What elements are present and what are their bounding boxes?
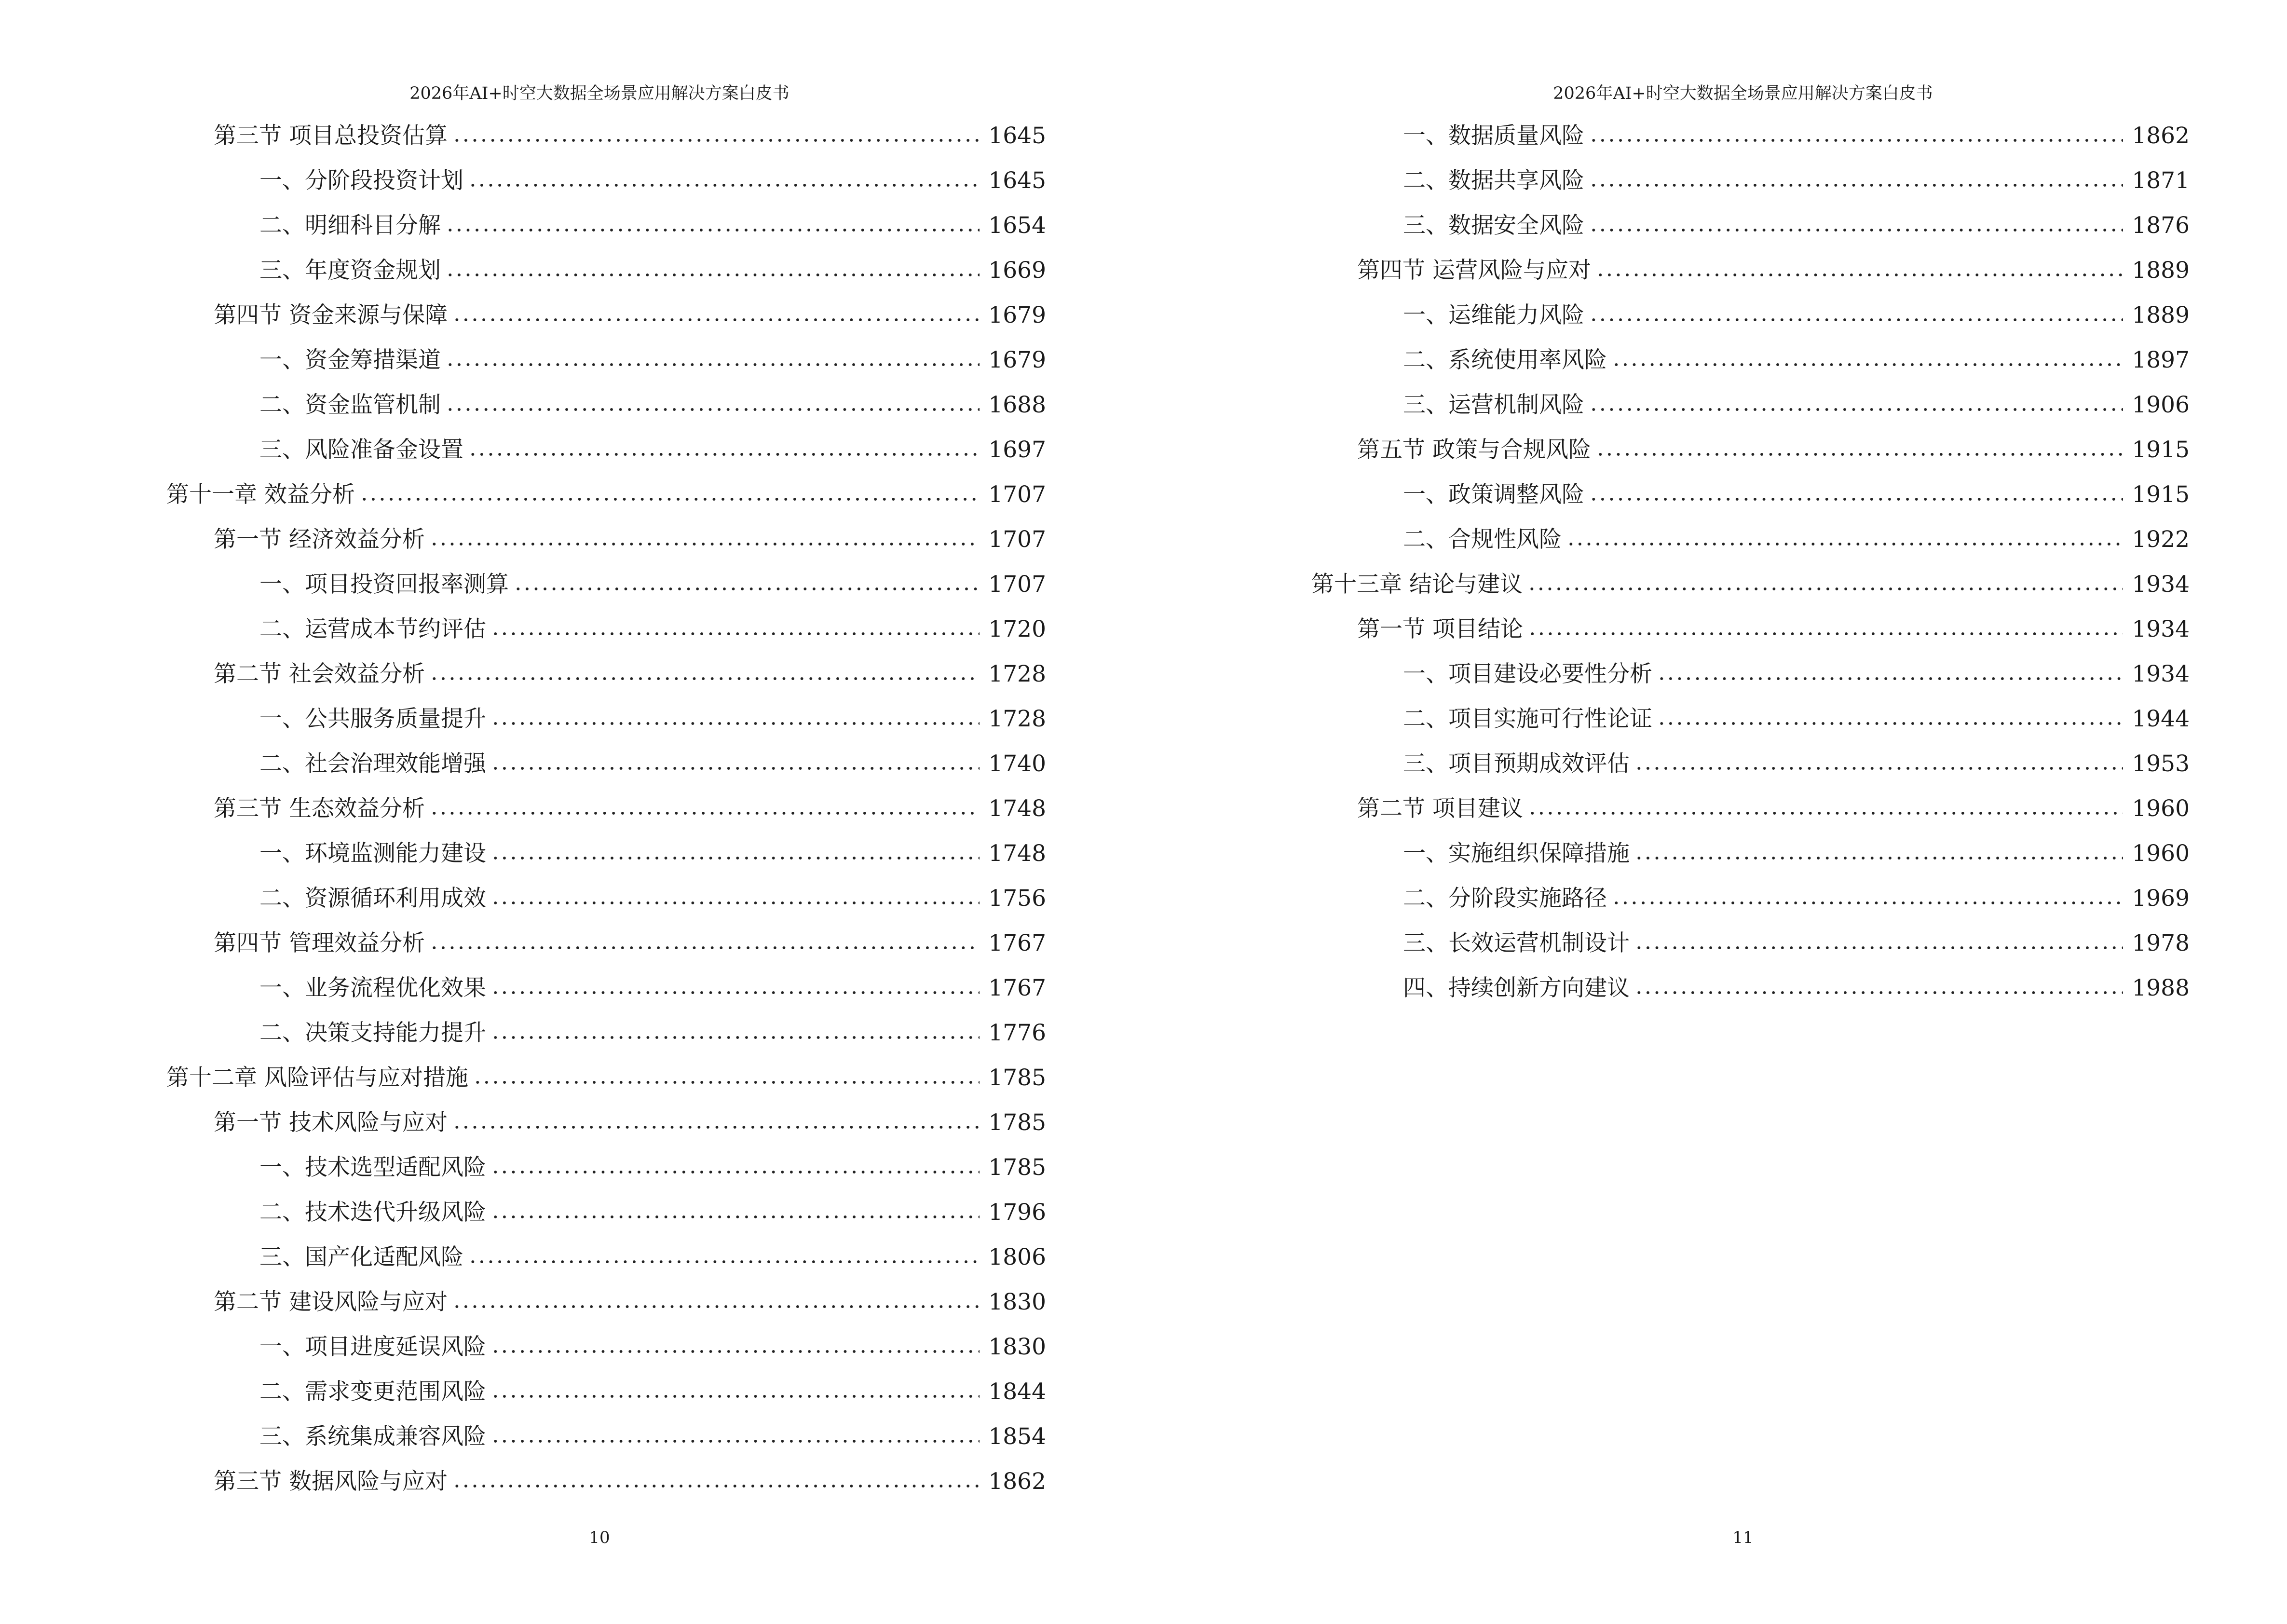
dot-leader: [1596, 450, 2123, 459]
toc-section-entry[interactable]: [214, 1459, 1046, 1504]
dot-leader: [452, 1302, 980, 1311]
toc-entry-title: 一、实施组织保障措施: [1403, 840, 1630, 867]
toc-chapter-entry[interactable]: [1311, 562, 2190, 607]
toc-item-entry[interactable]: [1403, 203, 2190, 248]
toc-entry-title: 一、资金筹措渠道: [259, 347, 441, 373]
toc-item-entry[interactable]: [259, 876, 1046, 921]
toc-entry-page: 1934: [2132, 661, 2190, 687]
toc-entry-title: 二、决策支持能力提升: [259, 1020, 486, 1046]
toc-entry-page: 1978: [2132, 930, 2190, 956]
toc-item-entry[interactable]: [1403, 831, 2190, 876]
toc-entry-page: 1862: [988, 1468, 1046, 1495]
toc-entry-page: 1871: [2132, 167, 2190, 194]
dot-leader: [1589, 180, 2123, 190]
toc-entry-page: 1688: [988, 392, 1046, 418]
toc-entry-title: 一、项目投资回报率测算: [259, 571, 509, 598]
toc-item-entry[interactable]: [1403, 966, 2190, 1010]
toc-item-entry[interactable]: [1403, 382, 2190, 427]
dot-leader: [491, 988, 980, 997]
toc-item-entry[interactable]: [1403, 517, 2190, 562]
toc-entry-title: 第四节 运营风险与应对: [1357, 257, 1591, 284]
toc-entry-title: 三、国产化适配风险: [259, 1244, 463, 1270]
toc-entry-page: 1707: [988, 571, 1046, 598]
toc-entry-page: 1720: [988, 616, 1046, 642]
dot-leader: [1528, 808, 2123, 818]
dot-leader: [1634, 853, 2123, 863]
toc-section-entry[interactable]: [214, 293, 1046, 338]
toc-entry-title: 第四节 资金来源与保障: [214, 302, 448, 328]
toc-item-entry[interactable]: [259, 158, 1046, 203]
toc-entry-page: 1796: [988, 1199, 1046, 1226]
dot-leader: [468, 180, 980, 190]
dot-leader: [491, 1436, 980, 1446]
toc-item-entry[interactable]: [1403, 293, 2190, 338]
toc-item-entry[interactable]: [1403, 741, 2190, 786]
toc-entry-page: 1785: [988, 1109, 1046, 1136]
dot-leader: [452, 1481, 980, 1491]
toc-entry-page: 1679: [988, 302, 1046, 328]
dot-leader: [491, 629, 980, 639]
toc-entry-page: 1707: [988, 526, 1046, 553]
dot-leader: [430, 674, 980, 683]
toc-entry-title: 第一节 技术风险与应对: [214, 1109, 448, 1136]
dot-leader: [446, 270, 980, 280]
toc-entry-title: 一、项目进度延误风险: [259, 1334, 486, 1360]
dot-leader: [468, 1257, 980, 1267]
toc-page-right: [1144, 0, 2287, 1624]
toc-entry-title: 第十三章 结论与建议: [1311, 571, 1523, 598]
toc-entry-page: 1889: [2132, 302, 2190, 328]
toc-entry-title: 第二节 社会效益分析: [214, 661, 425, 687]
toc-entry-title: 二、合规性风险: [1403, 526, 1562, 553]
toc-entry-title: 一、业务流程优化效果: [259, 975, 486, 1001]
toc-section-entry[interactable]: [214, 113, 1046, 158]
toc-entry-page: 1969: [2132, 885, 2190, 912]
dot-leader: [430, 539, 980, 549]
page-number: 10: [589, 1528, 610, 1547]
toc-item-entry[interactable]: [259, 741, 1046, 786]
toc-entry-page: 1854: [988, 1423, 1046, 1450]
toc-entry-title: 四、持续创新方向建议: [1403, 975, 1630, 1001]
toc-entry-page: 1707: [988, 481, 1046, 508]
dot-leader: [1589, 225, 2123, 235]
dot-leader: [491, 1167, 980, 1177]
toc-entry-page: 1669: [988, 257, 1046, 284]
toc-entry-title: 二、需求变更范围风险: [259, 1378, 486, 1405]
toc-entry-title: 一、数据质量风险: [1403, 123, 1584, 149]
dot-leader: [430, 808, 980, 818]
toc-item-entry[interactable]: [259, 696, 1046, 741]
dot-leader: [491, 853, 980, 863]
toc-entry-page: 1645: [988, 123, 1046, 149]
toc-entry-title: 二、项目实施可行性论证: [1403, 706, 1652, 732]
dot-leader: [446, 225, 980, 235]
dot-leader: [1589, 494, 2123, 504]
dot-leader: [1634, 943, 2123, 953]
toc-entry-title: 三、数据安全风险: [1403, 212, 1584, 239]
toc-section-entry[interactable]: [1357, 786, 2190, 831]
toc-entry-title: 三、系统集成兼容风险: [259, 1423, 486, 1450]
toc-item-entry[interactable]: [259, 248, 1046, 293]
running-header: 2026年AI+时空大数据全场景应用解决方案白皮书: [1553, 84, 1933, 103]
toc-section-entry[interactable]: [1357, 607, 2190, 652]
toc-entry-page: 1934: [2132, 571, 2190, 598]
toc-entry-page: 1830: [988, 1289, 1046, 1315]
toc-item-entry[interactable]: [1403, 472, 2190, 517]
toc-entry-page: 1785: [988, 1064, 1046, 1091]
toc-entry-page: 1889: [2132, 257, 2190, 284]
toc-entry-page: 1756: [988, 885, 1046, 912]
dot-leader: [1596, 270, 2123, 280]
dot-leader: [491, 719, 980, 728]
toc-entry-title: 第三节 数据风险与应对: [214, 1468, 448, 1495]
toc-entry-title: 二、数据共享风险: [1403, 167, 1584, 194]
toc-entry-page: 1767: [988, 930, 1046, 956]
toc-item-entry[interactable]: [259, 427, 1046, 472]
toc-item-entry[interactable]: [259, 831, 1046, 876]
toc-entry-title: 第十二章 风险评估与应对措施: [166, 1064, 468, 1091]
toc-entry-page: 1922: [2132, 526, 2190, 553]
dot-leader: [491, 1033, 980, 1042]
toc-entry-page: 1915: [2132, 437, 2190, 463]
toc-item-entry[interactable]: [259, 1414, 1046, 1459]
toc-item-entry[interactable]: [259, 203, 1046, 248]
dot-leader: [1657, 719, 2123, 728]
dot-leader: [491, 1347, 980, 1356]
toc-item-entry[interactable]: [1403, 876, 2190, 921]
toc-entry-page: 1934: [2132, 616, 2190, 642]
toc-entry-title: 第一节 项目结论: [1357, 616, 1523, 642]
dot-leader: [446, 360, 980, 369]
toc-entry-page: 1915: [2132, 481, 2190, 508]
dot-leader: [1657, 674, 2123, 683]
toc-item-entry[interactable]: [1403, 113, 2190, 158]
dot-leader: [452, 136, 980, 145]
toc-entry-title: 三、年度资金规划: [259, 257, 441, 284]
toc-entry-title: 第五节 政策与合规风险: [1357, 437, 1591, 463]
dot-leader: [1566, 539, 2123, 549]
dot-leader: [1589, 405, 2123, 414]
dot-leader: [1634, 988, 2123, 997]
toc-entry-page: 1748: [988, 840, 1046, 867]
dot-leader: [468, 450, 980, 459]
running-header: 2026年AI+时空大数据全场景应用解决方案白皮书: [409, 84, 790, 103]
toc-section-entry[interactable]: [214, 1280, 1046, 1324]
dot-leader: [491, 898, 980, 908]
toc-section-entry[interactable]: [214, 517, 1046, 562]
dot-leader: [473, 1078, 980, 1087]
toc-entry-title: 一、公共服务质量提升: [259, 706, 486, 732]
toc-section-entry[interactable]: [1357, 427, 2190, 472]
toc-entry-page: 1776: [988, 1020, 1046, 1046]
toc-entry-title: 二、技术迭代升级风险: [259, 1199, 486, 1226]
toc-entry-page: 1748: [988, 795, 1046, 822]
toc-chapter-entry[interactable]: [166, 1055, 1046, 1100]
toc-entry-page: 1697: [988, 437, 1046, 463]
toc-entry-page: 1944: [2132, 706, 2190, 732]
toc-item-entry[interactable]: [259, 562, 1046, 607]
toc-item-entry[interactable]: [259, 1145, 1046, 1190]
dot-leader: [1527, 584, 2123, 594]
toc-entry-title: 三、运营机制风险: [1403, 392, 1584, 418]
dot-leader: [491, 1392, 980, 1401]
toc-entry-title: 一、政策调整风险: [1403, 481, 1584, 508]
toc-entry-title: 三、项目预期成效评估: [1403, 751, 1630, 777]
toc-item-entry[interactable]: [1403, 652, 2190, 696]
toc-entry-page: 1679: [988, 347, 1046, 373]
dot-leader: [1589, 315, 2123, 325]
toc-entry-title: 第二节 建设风险与应对: [214, 1289, 448, 1315]
dot-leader: [1589, 136, 2123, 145]
dot-leader: [514, 584, 980, 594]
toc-item-entry[interactable]: [259, 1190, 1046, 1235]
toc-entry-title: 二、明细科目分解: [259, 212, 441, 239]
toc-entry-page: 1906: [2132, 392, 2190, 418]
dot-leader: [491, 764, 980, 773]
toc-entry-page: 1645: [988, 167, 1046, 194]
toc-entry-page: 1960: [2132, 795, 2190, 822]
toc-entry-title: 第一节 经济效益分析: [214, 526, 425, 553]
toc-entry-title: 二、系统使用率风险: [1403, 347, 1607, 373]
toc-entry-title: 二、社会治理效能增强: [259, 751, 486, 777]
page-number: 11: [1732, 1528, 1754, 1547]
toc-entry-page: 1960: [2132, 840, 2190, 867]
dot-leader: [360, 494, 980, 504]
toc-entry-page: 1897: [2132, 347, 2190, 373]
toc-chapter-entry[interactable]: [166, 472, 1046, 517]
toc-entry-title: 第三节 生态效益分析: [214, 795, 425, 822]
toc-entry-title: 一、环境监测能力建设: [259, 840, 486, 867]
toc-entry-title: 一、项目建设必要性分析: [1403, 661, 1652, 687]
toc-item-entry[interactable]: [259, 1010, 1046, 1055]
toc-entry-title: 第四节 管理效益分析: [214, 930, 425, 956]
toc-entry-page: 1988: [2132, 975, 2190, 1001]
toc-item-entry[interactable]: [259, 338, 1046, 382]
toc-item-entry[interactable]: [259, 382, 1046, 427]
toc-section-entry[interactable]: [214, 921, 1046, 966]
toc-item-entry[interactable]: [1403, 338, 2190, 382]
toc-entry-title: 二、资源循环利用成效: [259, 885, 486, 912]
toc-entry-title: 一、运维能力风险: [1403, 302, 1584, 328]
toc-entry-page: 1953: [2132, 751, 2190, 777]
dot-leader: [1528, 629, 2123, 639]
toc-entry-page: 1876: [2132, 212, 2190, 239]
toc-section-entry[interactable]: [1357, 248, 2190, 293]
toc-entry-page: 1654: [988, 212, 1046, 239]
toc-entry-page: 1862: [2132, 123, 2190, 149]
toc-entry-title: 第三节 项目总投资估算: [214, 123, 448, 149]
toc-item-entry[interactable]: [259, 1235, 1046, 1280]
toc-item-entry[interactable]: [259, 1324, 1046, 1369]
toc-entry-title: 三、长效运营机制设计: [1403, 930, 1630, 956]
toc-entry-title: 一、技术选型适配风险: [259, 1154, 486, 1181]
toc-section-entry[interactable]: [214, 652, 1046, 696]
toc-item-entry[interactable]: [1403, 158, 2190, 203]
toc-entry-page: 1830: [988, 1334, 1046, 1360]
toc-entry-title: 二、资金监管机制: [259, 392, 441, 418]
toc-entry-page: 1767: [988, 975, 1046, 1001]
toc-item-entry[interactable]: [259, 1369, 1046, 1414]
toc-entry-page: 1785: [988, 1154, 1046, 1181]
toc-entry-title: 第十一章 效益分析: [166, 481, 355, 508]
dot-leader: [1612, 360, 2123, 369]
toc-entry-title: 一、分阶段投资计划: [259, 167, 463, 194]
dot-leader: [1634, 764, 2123, 773]
toc-item-entry[interactable]: [259, 966, 1046, 1010]
toc-entry-title: 第二节 项目建议: [1357, 795, 1523, 822]
toc-item-entry[interactable]: [1403, 696, 2190, 741]
toc-entry-title: 二、运营成本节约评估: [259, 616, 486, 642]
toc-item-entry[interactable]: [1403, 921, 2190, 966]
dot-leader: [1612, 898, 2123, 908]
toc-entry-page: 1728: [988, 706, 1046, 732]
toc-entry-title: 二、分阶段实施路径: [1403, 885, 1607, 912]
toc-entry-page: 1728: [988, 661, 1046, 687]
dot-leader: [452, 315, 980, 325]
dot-leader: [430, 943, 980, 953]
toc-item-entry[interactable]: [259, 607, 1046, 652]
toc-section-entry[interactable]: [214, 786, 1046, 831]
dot-leader: [452, 1122, 980, 1132]
dot-leader: [446, 405, 980, 414]
toc-section-entry[interactable]: [214, 1100, 1046, 1145]
toc-entry-page: 1740: [988, 751, 1046, 777]
dot-leader: [491, 1212, 980, 1222]
toc-entry-page: 1806: [988, 1244, 1046, 1270]
toc-entry-page: 1844: [988, 1378, 1046, 1405]
toc-entry-title: 三、风险准备金设置: [259, 437, 463, 463]
